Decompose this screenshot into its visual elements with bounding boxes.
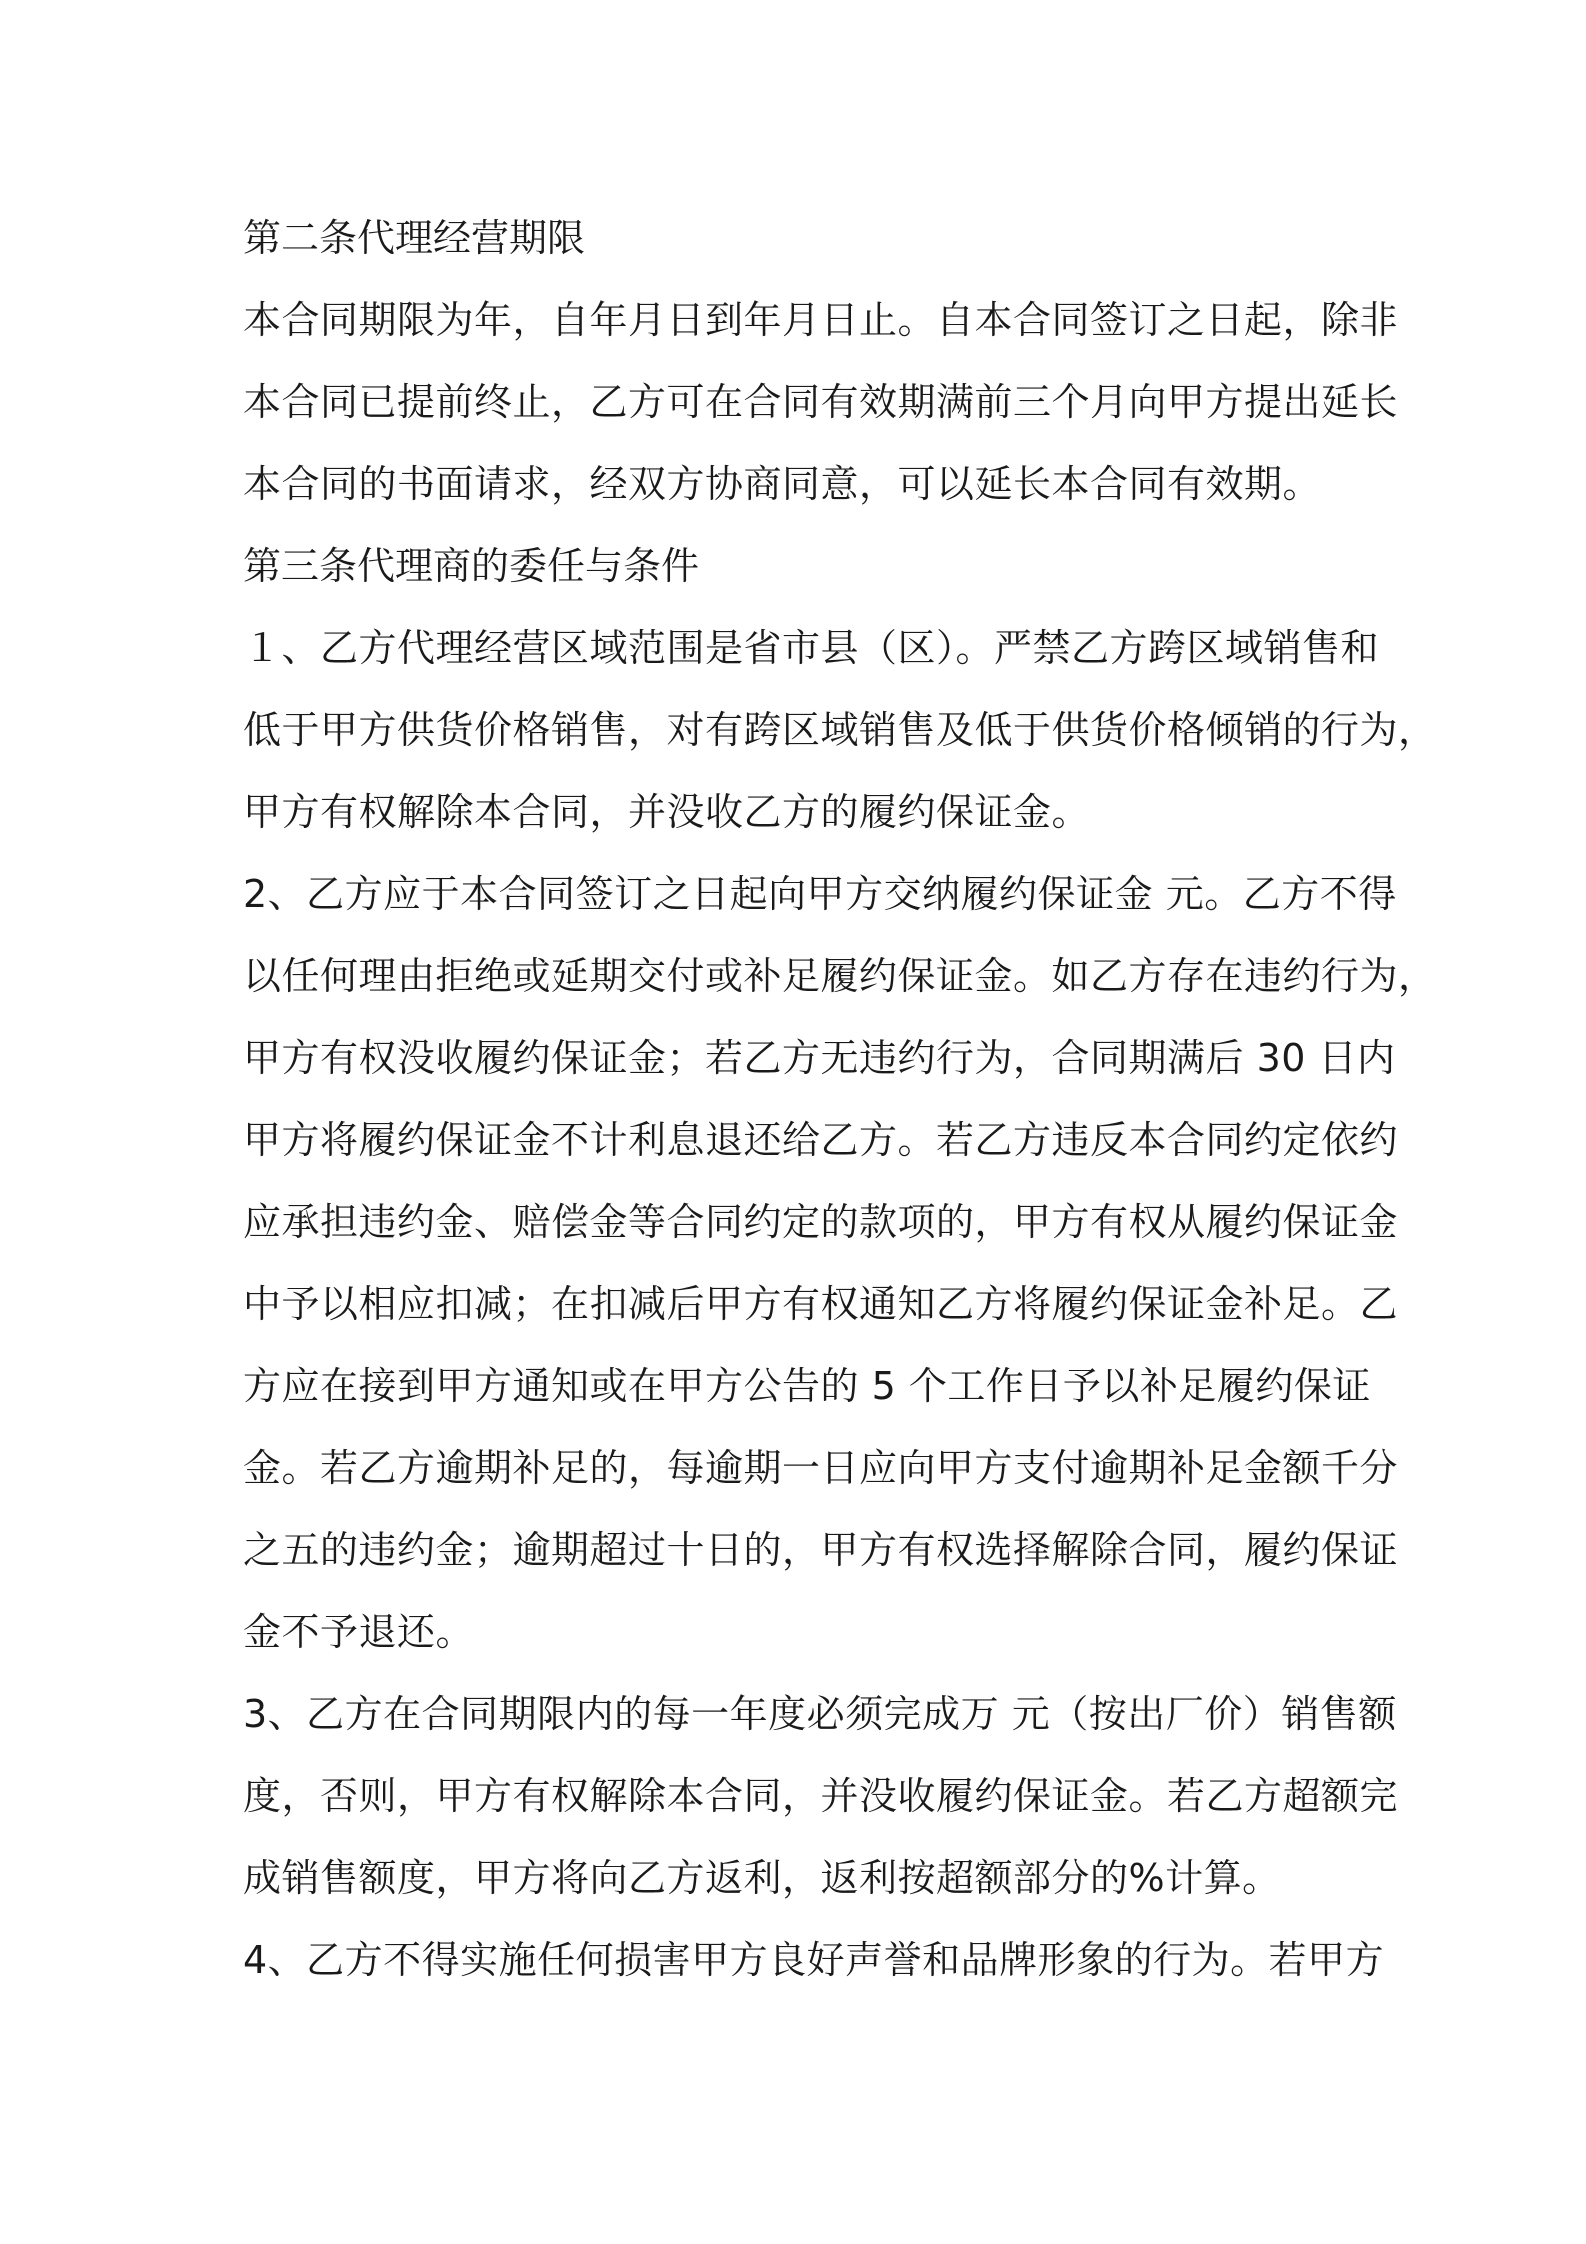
clause-2-line: 以任何理由拒绝或延期交付或补足履约保证金。如乙方存在违约行为， xyxy=(243,954,1437,998)
clause-2-line: 中予以相应扣减；在扣减后甲方有权通知乙方将履约保证金补足。乙 xyxy=(243,1282,1399,1326)
clause-1-line: 低于甲方供货价格销售，对有跨区域销售及低于供货价格倾销的行为， xyxy=(243,708,1437,752)
paragraph-line: 本合同期限为年，自年月日到年月日止。自本合同签订之日起，除非 xyxy=(243,298,1399,342)
clause-1-line: １、乙方代理经营区域范围是省市县（区）。严禁乙方跨区域销售和 xyxy=(243,626,1380,670)
clause-3-line: 3、乙方在合同期限内的每一年度必须完成万 元（按出厂价）销售额 xyxy=(243,1692,1397,1736)
clause-2-line: 甲方有权没收履约保证金；若乙方无违约行为，合同期满后 30 日内 xyxy=(243,1036,1396,1080)
article-2-heading: 第二条代理经营期限 xyxy=(243,216,586,260)
paragraph-line: 本合同的书面请求，经双方协商同意，可以延长本合同有效期。 xyxy=(243,462,1322,506)
clause-2-line: 甲方将履约保证金不计利息退还给乙方。若乙方违反本合同约定依约 xyxy=(243,1118,1399,1162)
clause-2-line: 金。若乙方逾期补足的，每逾期一日应向甲方支付逾期补足金额千分 xyxy=(243,1446,1399,1490)
clause-4-line: 4、乙方不得实施任何损害甲方良好声誉和品牌形象的行为。若甲方 xyxy=(243,1938,1385,1982)
clause-3-line: 成销售额度，甲方将向乙方返利，返利按超额部分的%计算。 xyxy=(243,1856,1281,1900)
clause-2-line: 金不予退还。 xyxy=(243,1610,475,1654)
clause-3-line: 度，否则，甲方有权解除本合同，并没收履约保证金。若乙方超额完 xyxy=(243,1774,1399,1818)
article-3-heading: 第三条代理商的委任与条件 xyxy=(243,544,700,588)
clause-2-line: 方应在接到甲方通知或在甲方公告的 5 个工作日予以补足履约保证 xyxy=(243,1364,1371,1408)
document-body xyxy=(243,197,1437,2001)
clause-2-line: 之五的违约金；逾期超过十日的，甲方有权选择解除合同，履约保证 xyxy=(243,1528,1399,1572)
clause-1-line: 甲方有权解除本合同，并没收乙方的履约保证金。 xyxy=(243,790,1091,834)
clause-2-line: 应承担违约金、赔偿金等合同约定的款项的，甲方有权从履约保证金 xyxy=(243,1200,1399,1244)
paragraph-line: 本合同已提前终止，乙方可在合同有效期满前三个月向甲方提出延长 xyxy=(243,380,1399,424)
clause-2-line: 2、乙方应于本合同签订之日起向甲方交纳履约保证金 元。乙方不得 xyxy=(243,872,1397,916)
